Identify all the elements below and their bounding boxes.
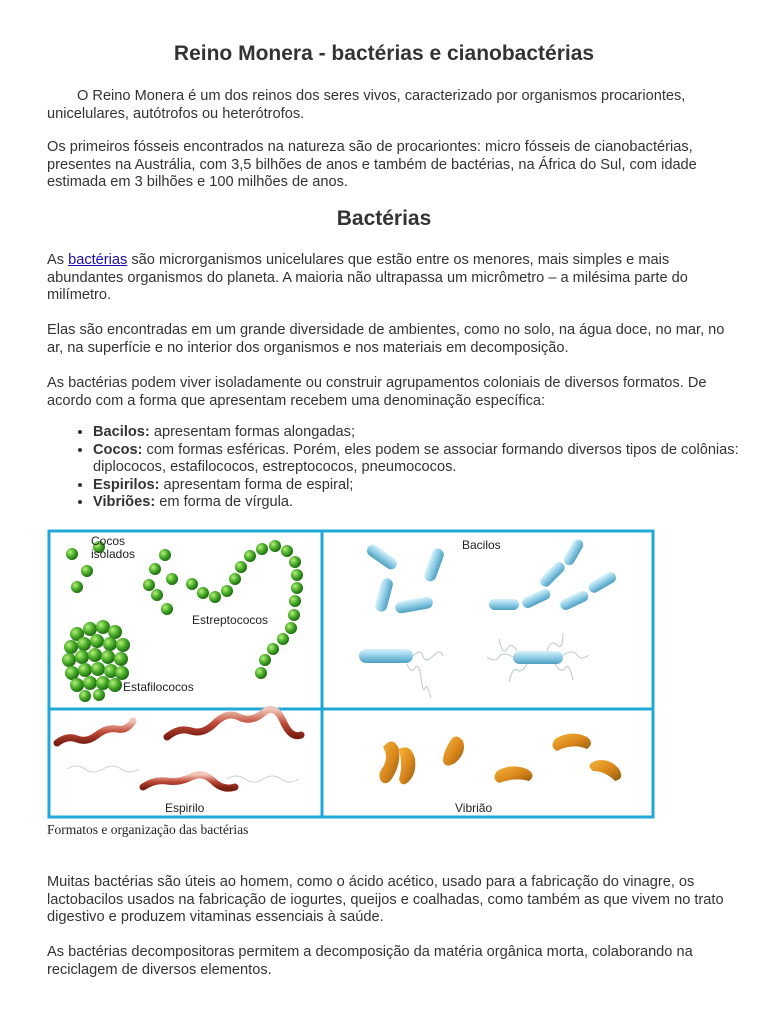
label-cocos-isolados-line1: Cocos xyxy=(91,534,126,548)
label-vibriao: Vibrião xyxy=(455,801,493,815)
bacterias-p1-rest: são microrganismos unicelulares que estão entre os menores, mais simples e mais abundantes organismos do planeta. A maioria não ultrapassa um micrômetro – a milésima parte do milímetro. xyxy=(47,252,688,303)
list-item-cocos: • Cocos: com formas esféricas. Porém, eles podem se associar formando diversos tipos de colônias: diplococos, estafilococos, estreptococos, pneumococos. xyxy=(93,442,768,477)
page-title: Reino Monera - bactérias e cianobactérias xyxy=(173,42,595,65)
closing-paragraph-1: Muitas bactérias são úteis ao homem, como o ácido acético, usado para a fabricação do vinagre, os lactobacilos usados na fabricação de iogurtes, queijos e coalhadas, como também as que vivem no trato digestivo e produzem vitaminas essenciais à saúde. xyxy=(47,874,724,925)
list-item-bacilos: • Bacilos: apresentam formas alongadas; xyxy=(93,424,768,442)
figure-frame xyxy=(49,531,653,817)
bacteria-forms-list xyxy=(47,424,768,512)
closing-paragraph-2: As bactérias decompositoras permitem a decomposição da matéria orgânica morta, colaborando na reciclagem de diversos elementos. xyxy=(47,944,693,978)
label-bacilos: Bacilos xyxy=(462,538,501,552)
label-cocos-isolados-line2: isolados xyxy=(91,547,136,561)
figure-caption: Formatos e organização das bactérias xyxy=(47,822,249,837)
label-espirilo: Espirilo xyxy=(165,801,205,815)
bacterias-paragraph-1 xyxy=(47,252,727,305)
intro-paragraph-2: Os primeiros fósseis encontrados na natureza são de procariontes: micro fósseis de cianobactérias, presentes na Austrália, com 3,5 bilhões de anos e também de bactérias, na África do Sul, com idade estimada em 3 bilhões e 100 milhões de anos. xyxy=(47,139,697,190)
list-item-espirilos: • Espirilos: apresentam forma de espiral; xyxy=(93,477,768,495)
label-estreptococos: Estreptococos xyxy=(192,613,269,627)
bacterias-link[interactable]: bactérias xyxy=(68,252,128,268)
intro-paragraph-1: O Reino Monera é um dos reinos dos seres vivos, caracterizado por organismos procariontes, unicelulares, autótrofos ou heterótrofos. xyxy=(47,88,686,122)
bacteria-forms-figure xyxy=(47,529,655,819)
bacterias-paragraph-3: As bactérias podem viver isoladamente ou construir agrupamentos coloniais de diversos formatos. De acordo com a forma que apresentam recebem uma denominação específica: xyxy=(47,375,707,409)
bacterias-paragraph-2: Elas são encontradas em um grande diversidade de ambientes, como no solo, na água doce, no mar, no ar, na superfície e no interior dos organismos e nos materiais em decomposição. xyxy=(47,322,725,356)
section-title-bacterias: Bactérias xyxy=(336,207,432,230)
label-estafilococos: Estafilococos xyxy=(123,680,194,694)
bacterias-p1-prefix: As xyxy=(47,252,69,268)
list-item-vibrioes: • Vibriões: em forma de vírgula. xyxy=(93,494,768,512)
